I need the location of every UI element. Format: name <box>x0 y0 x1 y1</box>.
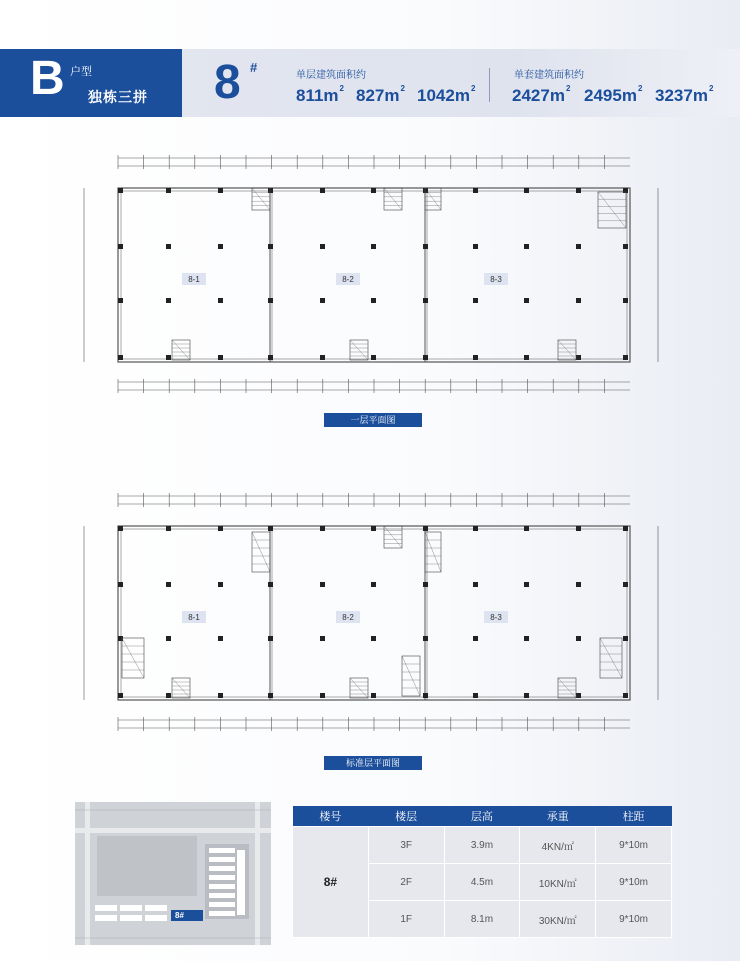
spec-table <box>292 806 672 938</box>
set-area-3: $3237m^2$ <box>655 84 714 105</box>
type-label: 户型 <box>70 66 92 78</box>
ground-floor-plan <box>80 150 670 400</box>
single-floor-area-2: $827m^2$ <box>356 84 405 105</box>
site-map <box>75 802 271 945</box>
load-cell: 4KN/㎡ <box>520 827 596 864</box>
height-cell: 3.9m <box>444 827 520 864</box>
height-cell: 4.5m <box>444 864 520 901</box>
unit-label: 8-3 <box>490 613 502 622</box>
table-row <box>293 827 672 864</box>
unit-label: 8-2 <box>342 275 354 284</box>
col-building: 楼号 <box>293 806 369 827</box>
type-name: 独栋三拼 <box>88 89 148 105</box>
unit-label: 8-2 <box>342 613 354 622</box>
building-cell: 8# <box>293 827 369 938</box>
unit-label: 8-3 <box>490 275 502 284</box>
col-height: 层高 <box>444 806 520 827</box>
type-letter: B <box>30 52 65 105</box>
set-area-1: $2427m^2$ <box>512 84 571 105</box>
span-cell: 9*10m <box>596 901 672 938</box>
unit-label: 8-1 <box>188 613 200 622</box>
header-divider <box>489 68 490 102</box>
site-map-building-label: 8# <box>175 911 184 920</box>
height-cell: 8.1m <box>444 901 520 938</box>
type-badge <box>0 49 182 117</box>
building-number-suffix: # <box>250 60 258 75</box>
single-floor-area-3: $1042m^2$ <box>417 84 476 105</box>
spec-table-header <box>293 806 672 827</box>
col-span: 柱距 <box>596 806 672 827</box>
load-cell: 10KN/㎡ <box>520 864 596 901</box>
floor-cell: 1F <box>368 901 444 938</box>
span-cell: 9*10m <box>596 864 672 901</box>
unit-label: 8-1 <box>188 275 200 284</box>
span-cell: 9*10m <box>596 827 672 864</box>
single-floor-area-label: 单层建筑面积约 <box>296 70 366 81</box>
load-cell: 30KN/㎡ <box>520 901 596 938</box>
col-floor: 楼层 <box>368 806 444 827</box>
standard-floor-plan <box>80 488 670 738</box>
col-load: 承重 <box>520 806 596 827</box>
floor-cell: 3F <box>368 827 444 864</box>
set-area-2: $2495m^2$ <box>584 84 643 105</box>
ground-floor-plan-caption: 一层平面图 <box>324 413 422 427</box>
floor-cell: 2F <box>368 864 444 901</box>
building-number: 8 <box>214 56 241 109</box>
standard-floor-plan-caption: 标准层平面图 <box>324 756 422 770</box>
single-floor-area-1: $811m^2$ <box>296 84 344 105</box>
set-area-label: 单套建筑面积约 <box>514 70 584 81</box>
